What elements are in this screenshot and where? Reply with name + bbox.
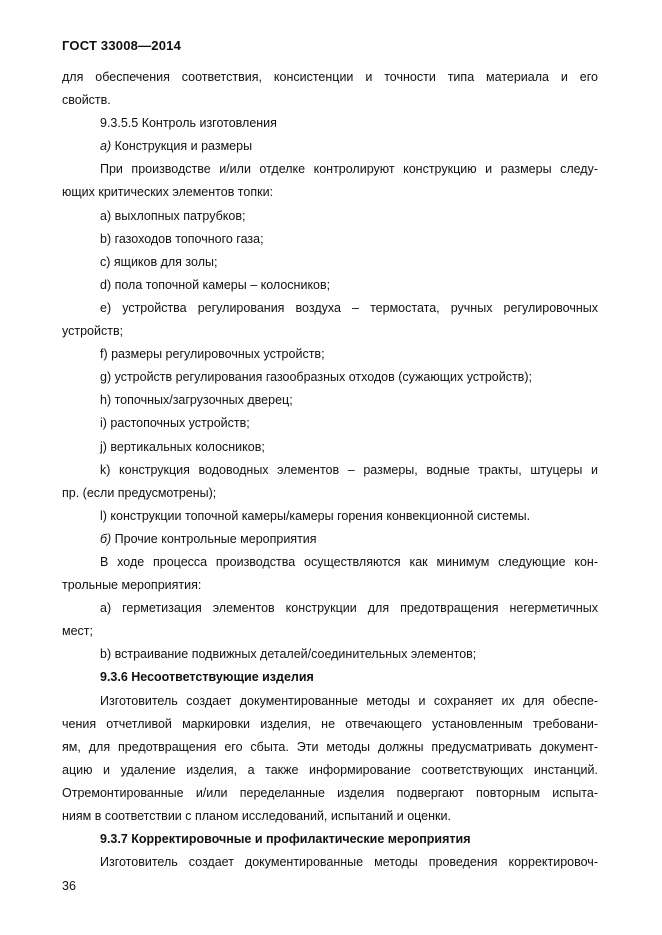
text-line: [62, 713, 598, 736]
line-text: Изготовитель создает документированные методы и сохраняет их для обеспе-: [100, 693, 598, 708]
line-text: d) пола топочной камеры – колосников;: [100, 277, 331, 292]
text-line: [62, 482, 598, 505]
line-text: свойств.: [62, 93, 111, 108]
document-header: ГОСТ 33008—2014: [62, 38, 181, 53]
text-line: [62, 135, 598, 158]
text-line: [62, 112, 598, 135]
text-line: [62, 297, 598, 320]
text-line: [62, 343, 598, 366]
line-text: для обеспечения соответствия, консистенции и точности типа материала и его: [62, 70, 598, 84]
line-text: Прочие контрольные мероприятия: [111, 531, 317, 546]
text-line: [62, 782, 598, 805]
text-line: [62, 158, 598, 181]
list-marker: а): [100, 139, 112, 154]
line-text: При производстве и/или отделке контролируют конструкцию и размеры следу-: [100, 162, 598, 177]
page-number: 36: [62, 879, 76, 893]
line-text: 9.3.7 Корректировочные и профилактические мероприятия: [100, 832, 471, 847]
text-line: [62, 412, 598, 435]
text-line: [62, 505, 598, 528]
line-text: ям, для предотвращения его сбыта. Эти методы должны предусматривать документ-: [62, 739, 598, 754]
text-line: [62, 597, 598, 620]
line-text: а) герметизация элементов конструкции для предотвращения негерметичных: [100, 601, 598, 616]
text-line: [62, 459, 598, 482]
text-line: [62, 205, 598, 228]
line-text: ацию и удаление изделия, а также информирование соответствующих инстанций.: [62, 762, 598, 777]
text-line: [62, 228, 598, 251]
text-line: [62, 620, 598, 643]
text-line: [62, 274, 598, 297]
line-text: а) выхлопных патрубков;: [100, 208, 246, 223]
line-text: h) топочных/загрузочных дверец;: [100, 393, 293, 408]
text-line: [62, 551, 598, 574]
text-line: [62, 574, 598, 597]
text-line: [62, 736, 598, 759]
line-text: j) вертикальных колосников;: [100, 439, 265, 454]
line-text: трольные мероприятия:: [62, 578, 202, 593]
text-line: [62, 389, 598, 412]
line-text: чения отчетливой маркировки изделия, не отвечающего установленным требовани-: [62, 716, 598, 731]
document-body: [62, 66, 598, 874]
section-heading: [62, 828, 598, 851]
line-text: 9.3.5.5 Контроль изготовления: [100, 116, 277, 131]
line-text: i) растопочных устройств;: [100, 416, 250, 431]
line-text: b) встраивание подвижных деталей/соединительных элементов;: [100, 647, 477, 662]
text-line: [62, 366, 598, 389]
text-line: [62, 851, 598, 874]
text-line: [62, 181, 598, 204]
line-text: 9.3.6 Несоответствующие изделия: [100, 670, 314, 685]
line-text: е) устройства регулирования воздуха – термостата, ручных регулировочных: [100, 300, 598, 315]
list-marker: б): [100, 531, 112, 546]
line-text: l) конструкции топочной камеры/камеры горения конвекционной системы.: [100, 508, 531, 523]
text-line: [62, 528, 598, 551]
line-text: мест;: [62, 624, 93, 639]
line-text: В ходе процесса производства осуществляются как минимум следующие кон-: [100, 554, 598, 569]
section-heading: [62, 666, 598, 689]
text-line: [62, 320, 598, 343]
line-text: Конструкция и размеры: [111, 139, 253, 154]
text-line: [62, 805, 598, 828]
text-line: [62, 251, 598, 274]
line-text: устройств;: [62, 324, 124, 339]
line-text: f) размеры регулировочных устройств;: [100, 347, 325, 362]
text-line: [62, 89, 598, 112]
text-line: [62, 66, 598, 89]
text-line: [62, 643, 598, 666]
line-text: Изготовитель создает документированные методы проведения корректировоч-: [100, 855, 598, 870]
line-text: ющих критических элементов топки:: [62, 185, 274, 200]
line-text: Отремонтированные и/или переделанные изделия подвергают повторным испыта-: [62, 785, 598, 800]
line-text: пр. (если предусмотрены);: [62, 485, 217, 500]
line-text: g) устройств регулирования газообразных отходов (сужающих устройств);: [100, 370, 532, 385]
line-text: ниям в соответствии с планом исследований, испытаний и оценки.: [62, 809, 451, 823]
line-text: с) ящиков для золы;: [100, 254, 218, 269]
text-line: [62, 436, 598, 459]
line-text: b) газоходов топочного газа;: [100, 231, 264, 246]
text-line: [62, 690, 598, 713]
text-line: [62, 759, 598, 782]
line-text: k) конструкция водоводных элементов – размеры, водные тракты, штуцеры и: [100, 462, 598, 477]
